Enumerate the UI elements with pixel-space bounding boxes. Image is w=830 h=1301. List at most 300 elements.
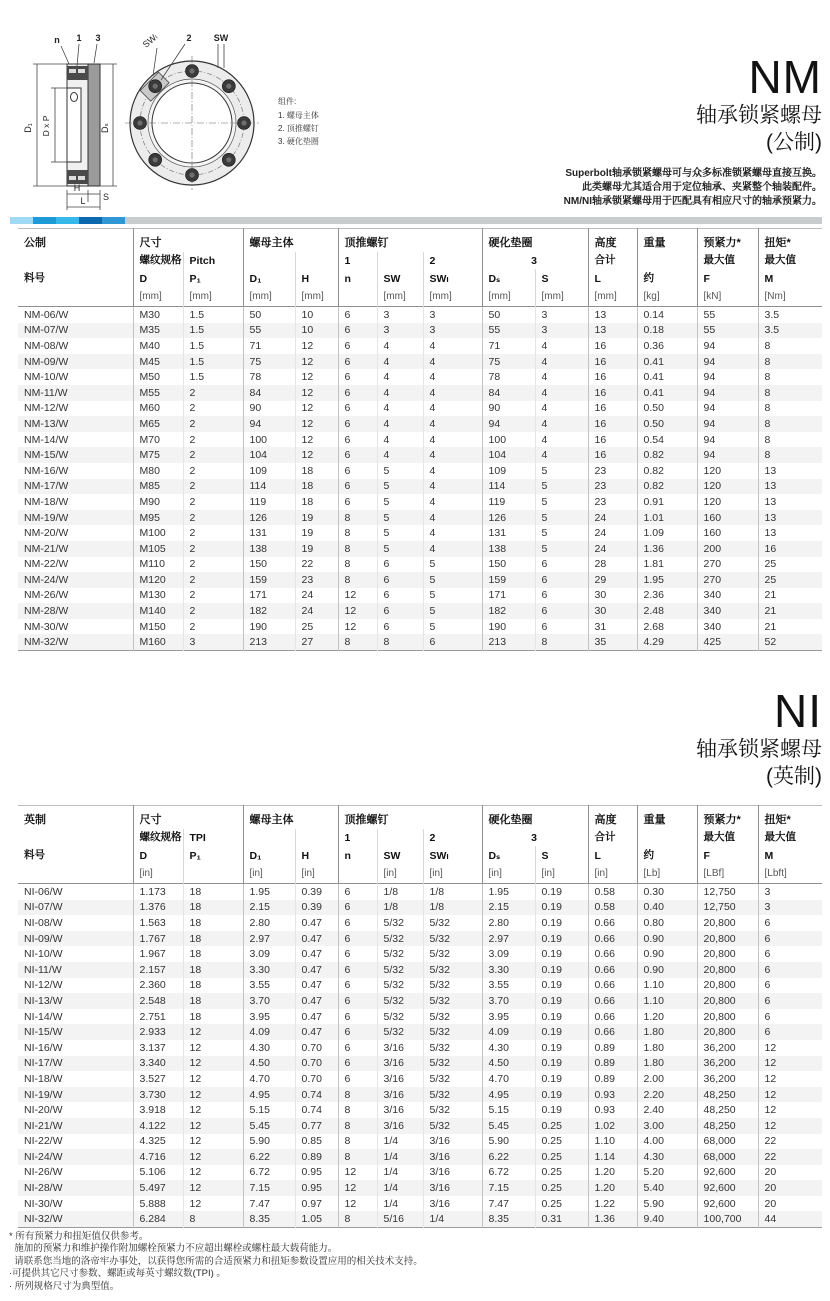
- value-cell: 8: [338, 541, 377, 557]
- header-cell: [mm]: [243, 287, 295, 307]
- table-row: [18, 479, 822, 495]
- ni-subtitle: 轴承锁紧螺母: [696, 738, 822, 761]
- value-cell: 4.09: [482, 1024, 535, 1040]
- value-cell: 6: [338, 494, 377, 510]
- value-cell: 1.767: [133, 931, 183, 947]
- part-number-cell: NI-16/W: [24, 1041, 63, 1054]
- table-row: [18, 1211, 822, 1227]
- value-cell: 0.89: [588, 1040, 637, 1056]
- value-cell: 200: [697, 541, 758, 557]
- value-cell: 0.95: [295, 1165, 338, 1181]
- value-cell: 5.106: [133, 1165, 183, 1181]
- value-cell: 5: [377, 541, 423, 557]
- value-cell: 0.25: [535, 1149, 588, 1165]
- value-cell: 12: [338, 1165, 377, 1181]
- header-cell: [637, 252, 697, 269]
- accent-bar-gray: [125, 217, 822, 224]
- header-cell: D₁: [243, 269, 295, 287]
- header-cell: [in]: [377, 864, 423, 884]
- value-cell: 114: [243, 479, 295, 495]
- value-cell: 0.39: [295, 900, 338, 916]
- value-cell: 8: [338, 1118, 377, 1134]
- value-cell: 1/4: [377, 1165, 423, 1181]
- value-cell: 6: [338, 369, 377, 385]
- value-cell: 3: [758, 884, 822, 900]
- value-cell: 2: [183, 447, 243, 463]
- value-cell: 20,800: [697, 1024, 758, 1040]
- part-number-cell: NI-30/W: [24, 1197, 63, 1210]
- value-cell: 1.95: [637, 572, 697, 588]
- value-cell: 18: [295, 463, 338, 479]
- table-row: [18, 369, 822, 385]
- header-row: [18, 229, 822, 253]
- value-cell: 126: [243, 510, 295, 526]
- value-cell: 0.85: [295, 1134, 338, 1150]
- value-cell: 6: [338, 962, 377, 978]
- header-cell: 合计: [588, 829, 637, 846]
- header-cell: Pitch: [183, 252, 243, 269]
- value-cell: 13: [588, 323, 637, 339]
- part-number-cell: NI-09/W: [24, 932, 63, 945]
- value-cell: 120: [697, 479, 758, 495]
- header-cell: P₁: [183, 846, 243, 864]
- value-cell: 7.15: [482, 1180, 535, 1196]
- value-cell: 2.97: [482, 931, 535, 947]
- value-cell: 0.82: [637, 463, 697, 479]
- header-cell: SW: [377, 846, 423, 864]
- header-cell: [in]: [133, 864, 183, 884]
- value-cell: 1.80: [637, 1040, 697, 1056]
- value-cell: 6: [338, 307, 377, 323]
- value-cell: 6: [338, 978, 377, 994]
- value-cell: 0.89: [295, 1149, 338, 1165]
- value-cell: 5/32: [423, 1102, 482, 1118]
- header-cell: [18, 829, 133, 846]
- value-cell: 4: [423, 494, 482, 510]
- value-cell: 3/16: [423, 1149, 482, 1165]
- value-cell: 213: [243, 634, 295, 650]
- value-cell: 4: [423, 525, 482, 541]
- value-cell: 3.09: [243, 946, 295, 962]
- value-cell: 1.95: [243, 884, 295, 900]
- value-cell: 5: [377, 510, 423, 526]
- table-row: [18, 993, 822, 1009]
- table-row: [18, 447, 822, 463]
- value-cell: 50: [243, 307, 295, 323]
- value-cell: 5/32: [423, 1087, 482, 1103]
- value-cell: 1.80: [637, 1056, 697, 1072]
- value-cell: 5.888: [133, 1196, 183, 1212]
- value-cell: 3.70: [482, 993, 535, 1009]
- value-cell: 6: [535, 557, 588, 573]
- section-view: [23, 33, 117, 210]
- value-cell: 3.30: [482, 962, 535, 978]
- part-number-cell: NM-13/W: [24, 417, 69, 430]
- value-cell: 4: [535, 338, 588, 354]
- value-cell: 24: [588, 510, 637, 526]
- value-cell: 2.751: [133, 1009, 183, 1025]
- value-cell: 4.325: [133, 1134, 183, 1150]
- value-cell: 3/16: [377, 1118, 423, 1134]
- value-cell: 28: [588, 557, 637, 573]
- part-number-cell: NM-15/W: [24, 449, 69, 462]
- header-cell: n: [338, 269, 377, 287]
- header-cell: 重量: [637, 806, 697, 830]
- value-cell: 5/32: [377, 978, 423, 994]
- value-cell: 6.22: [482, 1149, 535, 1165]
- value-cell: 5/32: [377, 1009, 423, 1025]
- value-cell: 94: [697, 354, 758, 370]
- part-number-cell: NM-12/W: [24, 402, 69, 415]
- ni-title-block: [696, 686, 822, 790]
- header-cell: 硬化垫圈: [482, 806, 588, 830]
- value-cell: 24: [588, 541, 637, 557]
- value-cell: 16: [588, 369, 637, 385]
- value-cell: 4: [377, 416, 423, 432]
- value-cell: 71: [482, 338, 535, 354]
- value-cell: 0.93: [588, 1102, 637, 1118]
- value-cell: 5: [423, 572, 482, 588]
- dim-label-dxp: D x P: [41, 115, 51, 137]
- part-number-cell: NM-07/W: [24, 324, 69, 337]
- value-cell: 0.90: [637, 946, 697, 962]
- value-cell: 5/16: [377, 1211, 423, 1227]
- value-cell: 12: [183, 1180, 243, 1196]
- value-cell: 5: [535, 525, 588, 541]
- value-cell: 3: [423, 323, 482, 339]
- value-cell: 6: [338, 1071, 377, 1087]
- legend-item: 2. 顶推螺钉: [278, 124, 319, 133]
- value-cell: 3: [535, 323, 588, 339]
- value-cell: 120: [697, 463, 758, 479]
- value-cell: 5: [423, 588, 482, 604]
- value-cell: 1.09: [637, 525, 697, 541]
- value-cell: 3.918: [133, 1102, 183, 1118]
- header-cell: TPI: [183, 829, 243, 846]
- accent-bar-segment: [79, 217, 102, 224]
- header-cell: 高度: [588, 229, 637, 253]
- value-cell: 3: [377, 323, 423, 339]
- value-cell: 4: [535, 385, 588, 401]
- value-cell: 0.30: [637, 884, 697, 900]
- value-cell: 0.25: [535, 1134, 588, 1150]
- value-cell: 8: [758, 369, 822, 385]
- value-cell: 100,700: [697, 1211, 758, 1227]
- value-cell: 1/4: [377, 1149, 423, 1165]
- value-cell: 0.66: [588, 931, 637, 947]
- header-cell: [in]: [482, 864, 535, 884]
- value-cell: 0.19: [535, 962, 588, 978]
- header-cell: 2: [423, 829, 482, 846]
- value-cell: 16: [588, 385, 637, 401]
- part-number-cell: NI-12/W: [24, 979, 63, 992]
- value-cell: 131: [243, 525, 295, 541]
- value-cell: 0.39: [295, 884, 338, 900]
- header-cell: 重量: [637, 229, 697, 253]
- value-cell: 8: [338, 1102, 377, 1118]
- value-cell: 1/4: [377, 1134, 423, 1150]
- part-number-cell: NM-06/W: [24, 308, 69, 321]
- value-cell: 36,200: [697, 1056, 758, 1072]
- value-cell: 94: [697, 369, 758, 385]
- part-number-cell: NM-32/W: [24, 636, 69, 649]
- value-cell: 3.5: [758, 323, 822, 339]
- header-cell: S: [535, 846, 588, 864]
- value-cell: 0.89: [588, 1056, 637, 1072]
- value-cell: 6: [758, 1024, 822, 1040]
- value-cell: 3.09: [482, 946, 535, 962]
- front-view: [125, 31, 259, 190]
- value-cell: 21: [758, 588, 822, 604]
- header-cell: 合计: [588, 252, 637, 269]
- value-cell: 0.70: [295, 1040, 338, 1056]
- part-number-cell: NI-22/W: [24, 1135, 63, 1148]
- value-cell: 6: [377, 572, 423, 588]
- header-cell: 预紧力*: [697, 229, 758, 253]
- value-cell: 12: [758, 1071, 822, 1087]
- table-row: [18, 525, 822, 541]
- value-cell: 0.66: [588, 915, 637, 931]
- header-cell: 螺纹规格: [133, 829, 183, 846]
- value-cell: M90: [133, 494, 183, 510]
- value-cell: 0.41: [637, 369, 697, 385]
- table-row: [18, 1071, 822, 1087]
- value-cell: 6: [377, 588, 423, 604]
- value-cell: 8: [338, 557, 377, 573]
- part-number-cell: NM-26/W: [24, 589, 69, 602]
- value-cell: 4: [377, 369, 423, 385]
- value-cell: 6: [758, 1009, 822, 1025]
- header-cell: 扭矩*: [758, 806, 822, 830]
- value-cell: 36,200: [697, 1071, 758, 1087]
- value-cell: 6.284: [133, 1211, 183, 1227]
- part-number-cell: NM-22/W: [24, 558, 69, 571]
- table-row: [18, 1102, 822, 1118]
- value-cell: 5/32: [423, 1071, 482, 1087]
- value-cell: M150: [133, 619, 183, 635]
- value-cell: 6: [758, 993, 822, 1009]
- value-cell: 8: [338, 525, 377, 541]
- part-number-cell: NI-17/W: [24, 1057, 63, 1070]
- header-cell: [Nm]: [758, 287, 822, 307]
- part-number-cell: NM-11/W: [24, 386, 68, 399]
- value-cell: 22: [758, 1149, 822, 1165]
- value-cell: M65: [133, 416, 183, 432]
- value-cell: 21: [758, 619, 822, 635]
- value-cell: 5/32: [423, 1118, 482, 1134]
- value-cell: 8: [338, 1149, 377, 1165]
- value-cell: 6: [338, 946, 377, 962]
- value-cell: 4: [535, 432, 588, 448]
- value-cell: 22: [758, 1134, 822, 1150]
- value-cell: 25: [758, 572, 822, 588]
- value-cell: 8: [758, 401, 822, 417]
- value-cell: 25: [758, 557, 822, 573]
- value-cell: 4: [535, 369, 588, 385]
- value-cell: 12: [338, 588, 377, 604]
- value-cell: 4.30: [637, 1149, 697, 1165]
- value-cell: 5/32: [423, 946, 482, 962]
- header-cell: 约: [637, 269, 697, 287]
- value-cell: 78: [482, 369, 535, 385]
- value-cell: 1.5: [183, 307, 243, 323]
- table-row: [18, 572, 822, 588]
- header-cell: [183, 864, 243, 884]
- value-cell: 5/32: [377, 915, 423, 931]
- value-cell: 5.497: [133, 1180, 183, 1196]
- value-cell: 13: [588, 307, 637, 323]
- value-cell: 159: [243, 572, 295, 588]
- header-row: [18, 846, 822, 864]
- value-cell: 6: [338, 323, 377, 339]
- value-cell: 171: [482, 588, 535, 604]
- value-cell: 12: [183, 1102, 243, 1118]
- value-cell: 5: [377, 525, 423, 541]
- value-cell: 16: [758, 541, 822, 557]
- footnote-line: ·可提供其它尺寸参数、螺距或每英寸螺纹数(TPI) 。: [9, 1268, 226, 1280]
- value-cell: 8: [338, 1087, 377, 1103]
- part-number-cell: NM-09/W: [24, 355, 69, 368]
- value-cell: 75: [243, 354, 295, 370]
- nm-description-line: 此类螺母尤其适合用于定位轴承、夹紧整个轴装配件。: [582, 182, 822, 193]
- value-cell: 94: [697, 416, 758, 432]
- value-cell: 18: [183, 962, 243, 978]
- value-cell: 4: [535, 447, 588, 463]
- table-row: [18, 354, 822, 370]
- value-cell: 13: [758, 510, 822, 526]
- table-row: [18, 915, 822, 931]
- header-cell: [18, 864, 133, 884]
- value-cell: 71: [243, 338, 295, 354]
- value-cell: 0.19: [535, 1040, 588, 1056]
- header-cell: 英制: [24, 814, 46, 826]
- value-cell: 8: [758, 447, 822, 463]
- header-cell: 约: [637, 846, 697, 864]
- value-cell: 0.41: [637, 385, 697, 401]
- value-cell: 8: [338, 510, 377, 526]
- value-cell: 18: [183, 993, 243, 1009]
- value-cell: 19: [295, 541, 338, 557]
- value-cell: 182: [482, 603, 535, 619]
- value-cell: 340: [697, 619, 758, 635]
- value-cell: 0.91: [637, 494, 697, 510]
- value-cell: 160: [697, 510, 758, 526]
- header-cell: [243, 252, 295, 269]
- dim-label-ds: Dₛ: [100, 123, 110, 133]
- value-cell: 6: [535, 619, 588, 635]
- header-cell: M: [758, 269, 822, 287]
- value-cell: 8: [183, 1211, 243, 1227]
- header-cell: 尺寸: [133, 806, 243, 830]
- value-cell: 12: [183, 1196, 243, 1212]
- value-cell: 68,000: [697, 1149, 758, 1165]
- value-cell: 3/16: [377, 1040, 423, 1056]
- value-cell: 12: [295, 338, 338, 354]
- table-row: [18, 884, 822, 900]
- table-row: [18, 962, 822, 978]
- value-cell: 2: [183, 416, 243, 432]
- value-cell: 3: [183, 634, 243, 650]
- header-cell: [mm]: [133, 287, 183, 307]
- value-cell: 5: [535, 463, 588, 479]
- value-cell: M100: [133, 525, 183, 541]
- value-cell: 119: [243, 494, 295, 510]
- value-cell: 0.19: [535, 884, 588, 900]
- value-cell: 8: [338, 1211, 377, 1227]
- value-cell: 138: [243, 541, 295, 557]
- table-row: [18, 323, 822, 339]
- table-row: [18, 1009, 822, 1025]
- value-cell: 20,800: [697, 946, 758, 962]
- value-cell: 1/4: [377, 1196, 423, 1212]
- part-number-cell: NM-16/W: [24, 464, 69, 477]
- header-cell: 3: [482, 252, 588, 269]
- header-cell: Dₛ: [482, 846, 535, 864]
- value-cell: 20,800: [697, 993, 758, 1009]
- value-cell: 20,800: [697, 962, 758, 978]
- value-cell: 190: [482, 619, 535, 635]
- value-cell: 12: [338, 619, 377, 635]
- header-cell: 硬化垫圈: [482, 229, 588, 253]
- value-cell: 18: [183, 931, 243, 947]
- value-cell: 150: [243, 557, 295, 573]
- value-cell: 6.72: [243, 1165, 295, 1181]
- value-cell: 8: [535, 634, 588, 650]
- value-cell: 0.47: [295, 946, 338, 962]
- value-cell: 5: [535, 541, 588, 557]
- value-cell: 18: [295, 479, 338, 495]
- value-cell: M45: [133, 354, 183, 370]
- value-cell: 4: [423, 416, 482, 432]
- value-cell: 2.68: [637, 619, 697, 635]
- value-cell: 6: [338, 354, 377, 370]
- value-cell: 2: [183, 432, 243, 448]
- header-cell: [in]: [295, 864, 338, 884]
- value-cell: 120: [697, 494, 758, 510]
- accent-bar: [10, 217, 822, 224]
- value-cell: 5.40: [637, 1180, 697, 1196]
- value-cell: 3.55: [482, 978, 535, 994]
- value-cell: 5.90: [637, 1196, 697, 1212]
- value-cell: M55: [133, 385, 183, 401]
- value-cell: 3.00: [637, 1118, 697, 1134]
- header-cell: 1: [338, 252, 377, 269]
- value-cell: 3: [423, 307, 482, 323]
- value-cell: 0.25: [535, 1196, 588, 1212]
- value-cell: 3.730: [133, 1087, 183, 1103]
- value-cell: 4: [423, 338, 482, 354]
- value-cell: M110: [133, 557, 183, 573]
- footnote-line: * 所有预紧力和扭矩值仅供参考。: [9, 1231, 149, 1242]
- value-cell: 3/16: [423, 1165, 482, 1181]
- value-cell: 7.15: [243, 1180, 295, 1196]
- header-cell: F: [697, 846, 758, 864]
- header-cell: D: [133, 269, 183, 287]
- value-cell: 4: [377, 447, 423, 463]
- header-cell: SW: [377, 269, 423, 287]
- value-cell: 3.30: [243, 962, 295, 978]
- value-cell: 16: [588, 447, 637, 463]
- value-cell: 19: [295, 510, 338, 526]
- value-cell: 55: [697, 323, 758, 339]
- value-cell: 2: [183, 572, 243, 588]
- header-cell: [mm]: [588, 287, 637, 307]
- value-cell: 1.10: [637, 978, 697, 994]
- value-cell: 0.97: [295, 1196, 338, 1212]
- header-cell: [kN]: [697, 287, 758, 307]
- value-cell: 16: [588, 432, 637, 448]
- value-cell: 0.40: [637, 900, 697, 916]
